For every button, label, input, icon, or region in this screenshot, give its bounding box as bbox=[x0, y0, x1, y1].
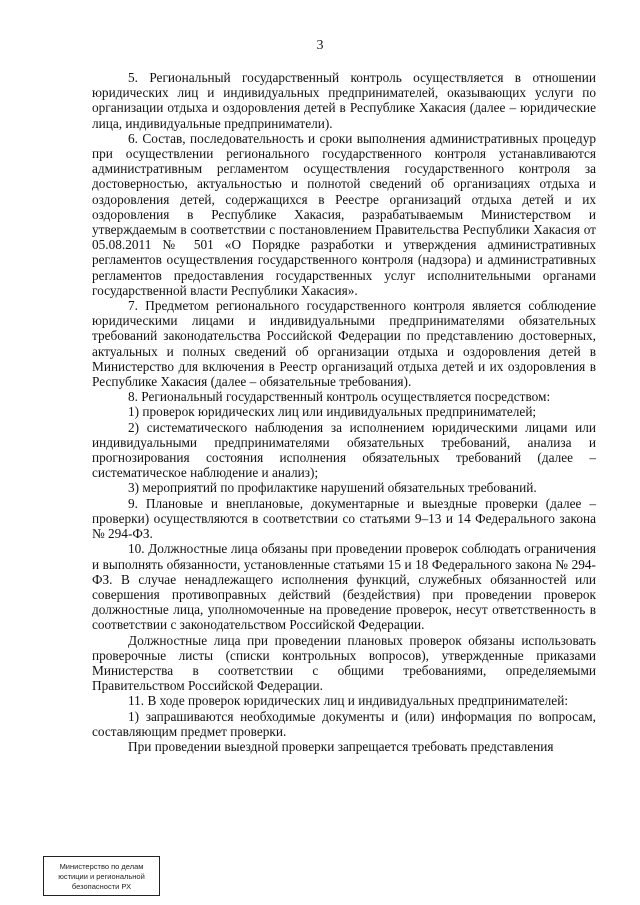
paragraph-10-checklists: Должностные лица при проведении плановых проверок обязаны использовать проверочные листы (списки контрольных вопросов), утвержденные приказами Министерства в соответствии с общими требованиями, определяемыми Правительством Российской Федерации. bbox=[92, 632, 596, 694]
paragraph-11: 11. В ходе проверок юридических лиц и индивидуальных предпринимателей: bbox=[128, 693, 569, 709]
page-number: 3 bbox=[316, 38, 324, 53]
paragraph-11-item-1: 1) запрашиваются необходимые документы и (или) информация по вопросам, составляющим предмет проверки. bbox=[92, 708, 596, 739]
paragraph-7: 7. Предметом регионального государственного контроля является соблюдение юридическими лицами и индивидуальными предпринимателями обязательных требований законодательства Российской Федерации по представлению достоверных, актуальных и полных сведений об организации отдыха и оздоровления детей в Министерство для включения в Реестр организаций отдыха детей и их оздоровления в Республике Хакасия (далее – обязательные требования). bbox=[92, 298, 596, 390]
paragraph-6: 6. Состав, последовательность и сроки выполнения административных процедур при осуществлении регионального государственного контроля устанавливаются административным регламентом осуществления государственного контроля за достоверностью, актуальностью и полнотой сведений об организациях отдыха и оздоровления детей, содержащихся в Реестре организаций отдыха детей и их оздоровления в Республике Хакасия, разрабатываемым Министерством и утверждаемым в соответствии с постановлением Правительства Республики Хакасия от 05.08.2011 № 501 «О Порядке разработки и утверждения административных регламентов осуществления государственного контроля (надзора) и административных регламентов предоставления государственных услуг исполнительными органами государственной власти Республики Хакасия». bbox=[92, 130, 596, 298]
paragraph-8: 8. Региональный государственный контроль осуществляется посредством: bbox=[128, 389, 551, 405]
paragraph-9: 9. Плановые и внеплановые, документарные и выездные проверки (далее – проверки) осуществляются в соответствии со статьями 9–13 и 14 Федерального закона № 294-ФЗ. bbox=[92, 495, 596, 542]
stamp-line-1: Министерство по делам bbox=[59, 862, 144, 871]
stamp-line-2: юстиции и региональной bbox=[58, 872, 145, 881]
stamp-line-3: безопасности РХ bbox=[71, 882, 132, 891]
paragraph-8-item-1: 1) проверок юридических лиц или индивидуальных предпринимателей; bbox=[128, 404, 537, 420]
paragraph-10: 10. Должностные лица обязаны при проведении проверок соблюдать ограничения и выполнять обязанности, установленные статьями 15 и 18 Федерального закона № 294-ФЗ. В случае ненадлежащего исполнения функций, служебных обязанностей или совершения противоправных действий (бездействия) при проведении проверок должностные лица, уполномоченные на проведение проверок, несут ответственность в соответствии с законодательством Российской Федерации. bbox=[92, 541, 596, 633]
paragraph-5: 5. Региональный государственный контроль осуществляется в отношении юридических лиц и индивидуальных предпринимателей, оказывающих услуги по организации отдыха и оздоровления детей в Республике Хакасия (далее – юридические лица, индивидуальные предприниматели). bbox=[92, 70, 596, 131]
paragraph-11-continuation: При проведении выездной проверки запрещается требовать представления bbox=[128, 738, 554, 754]
document-body bbox=[92, 70, 596, 754]
paragraph-8-item-2: 2) систематического наблюдения за исполнением юридическими лицами или индивидуальными предпринимателями обязательных требований, анализа и прогнозирования состояния исполнения обязательных требований (далее – систематическое наблюдение и анализ); bbox=[92, 419, 596, 481]
paragraph-8-item-3: 3) мероприятий по профилактике нарушений обязательных требований. bbox=[128, 480, 537, 496]
registration-stamp bbox=[43, 856, 160, 896]
